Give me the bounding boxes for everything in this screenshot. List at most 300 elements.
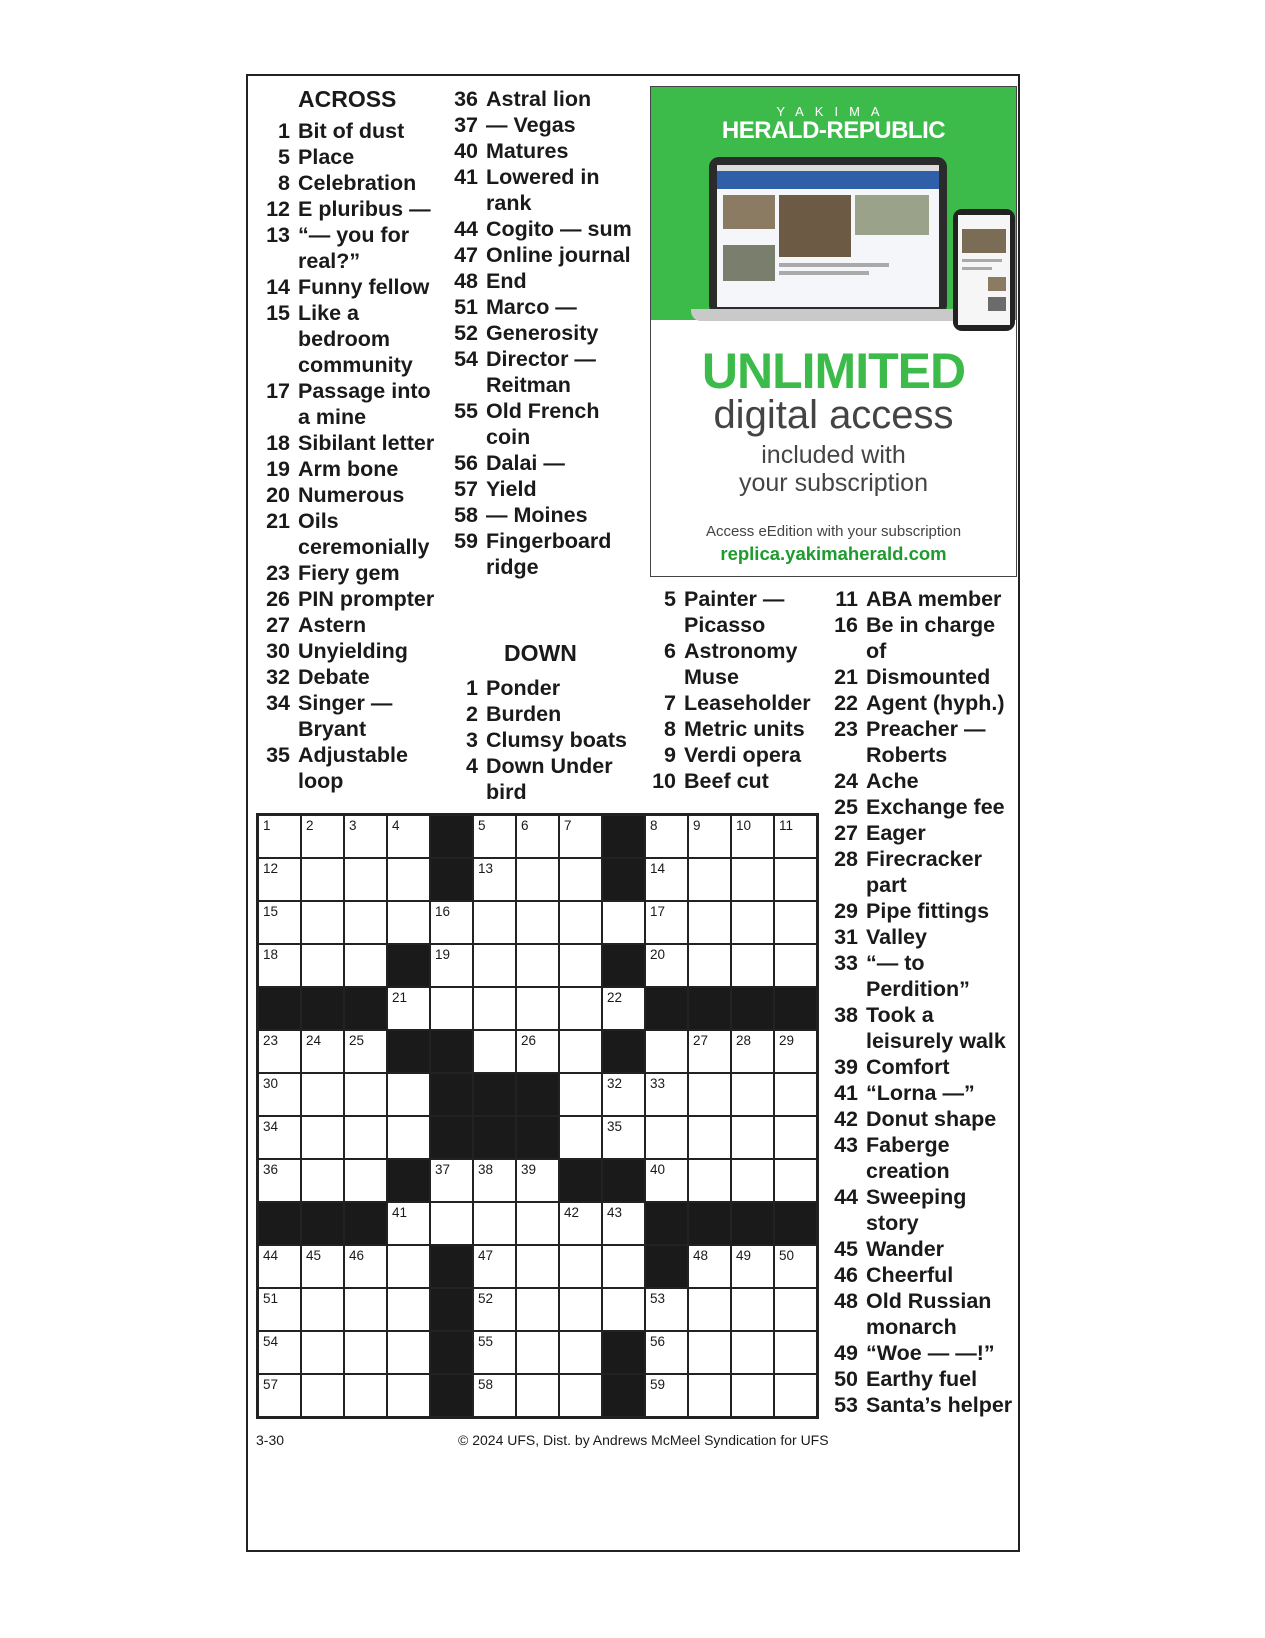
grid-cell[interactable]: [344, 858, 387, 901]
grid-cell[interactable]: [430, 987, 473, 1030]
grid-cell[interactable]: [516, 1202, 559, 1245]
grid-cell[interactable]: [688, 1159, 731, 1202]
copyright-notice: © 2024 UFS, Dist. by Andrews McMeel Syndication for UFS: [458, 1432, 829, 1448]
clue-item: [826, 1106, 1016, 1132]
grid-cell[interactable]: [344, 901, 387, 944]
grid-cell[interactable]: [473, 815, 516, 858]
clue-number: 2: [466, 702, 478, 726]
clue-item: [446, 450, 636, 476]
grid-cell[interactable]: [688, 1288, 731, 1331]
grid-cell[interactable]: [387, 1331, 430, 1374]
grid-cell[interactable]: [430, 1159, 473, 1202]
clue-item: [826, 612, 1016, 664]
grid-cell[interactable]: [559, 944, 602, 987]
grid-cell[interactable]: [731, 1030, 774, 1073]
grid-cell[interactable]: [559, 1331, 602, 1374]
grid-cell[interactable]: [559, 815, 602, 858]
across-clues-column-1: [258, 86, 444, 794]
clue-number: 11: [835, 587, 858, 611]
black-square: [516, 1073, 559, 1116]
grid-cell[interactable]: [344, 815, 387, 858]
black-square: [430, 1374, 473, 1417]
cell-number: 22: [607, 990, 623, 1005]
clue-item: [826, 1392, 1016, 1418]
clue-number: 5: [664, 587, 676, 611]
clue-item: [826, 898, 1016, 924]
ad-access-text: Access eEdition with your subscription: [705, 523, 962, 540]
clue-text: Exchange fee: [866, 795, 1005, 819]
laptop-image: [709, 157, 947, 315]
clue-text: Be in charge of: [866, 613, 996, 663]
grid-cell[interactable]: [645, 815, 688, 858]
clue-item: [446, 528, 636, 580]
grid-cell[interactable]: [731, 858, 774, 901]
grid-cell[interactable]: [473, 1331, 516, 1374]
cell-number: 34: [263, 1119, 279, 1134]
grid-cell[interactable]: [258, 1374, 301, 1417]
clue-number: 34: [266, 691, 290, 715]
grid-cell[interactable]: [731, 944, 774, 987]
clue-text: Adjustable loop: [298, 743, 408, 793]
black-square: [387, 1159, 430, 1202]
grid-cell[interactable]: [301, 1116, 344, 1159]
grid-cell[interactable]: [473, 987, 516, 1030]
clue-number: 48: [454, 269, 478, 293]
grid-cell[interactable]: [301, 901, 344, 944]
grid-cell[interactable]: [301, 944, 344, 987]
grid-cell[interactable]: [645, 1374, 688, 1417]
clue-number: 1: [466, 676, 478, 700]
grid-cell[interactable]: [258, 858, 301, 901]
grid-cell[interactable]: [645, 944, 688, 987]
cell-number: 57: [263, 1377, 279, 1392]
grid-cell[interactable]: [473, 1245, 516, 1288]
clue-item: [446, 753, 636, 805]
grid-cell[interactable]: [301, 858, 344, 901]
grid-cell[interactable]: [688, 815, 731, 858]
cell-number: 4: [392, 818, 400, 833]
grid-cell[interactable]: [258, 1245, 301, 1288]
grid-cell[interactable]: [344, 1374, 387, 1417]
grid-cell[interactable]: [774, 1030, 817, 1073]
clue-item: [446, 268, 636, 294]
grid-cell[interactable]: [344, 1288, 387, 1331]
grid-cell[interactable]: [559, 901, 602, 944]
clue-item: [446, 320, 636, 346]
clue-text: Faberge creation: [866, 1133, 950, 1183]
grid-cell[interactable]: [774, 858, 817, 901]
clue-number: 41: [834, 1081, 858, 1105]
grid-cell[interactable]: [774, 944, 817, 987]
grid-cell[interactable]: [731, 1073, 774, 1116]
clue-item: [258, 456, 444, 482]
grid-cell[interactable]: [731, 1288, 774, 1331]
clue-item: [258, 612, 444, 638]
clue-text: Fiery gem: [298, 561, 400, 585]
clue-text: — Moines: [486, 503, 588, 527]
grid-cell[interactable]: [688, 1245, 731, 1288]
clue-item: [446, 701, 636, 727]
clue-text: Director — Reitman: [486, 347, 596, 397]
clue-text: Astern: [298, 613, 367, 637]
grid-cell[interactable]: [473, 1288, 516, 1331]
clue-text: Passage into a mine: [298, 379, 431, 429]
grid-cell[interactable]: [602, 1202, 645, 1245]
grid-cell[interactable]: [688, 1374, 731, 1417]
clue-item: [826, 690, 1016, 716]
grid-cell[interactable]: [731, 1245, 774, 1288]
cell-number: 29: [779, 1033, 795, 1048]
grid-cell[interactable]: [731, 1159, 774, 1202]
grid-cell[interactable]: [258, 815, 301, 858]
clue-text: Sweeping story: [866, 1185, 967, 1235]
grid-cell[interactable]: [516, 1288, 559, 1331]
clue-text: Numerous: [298, 483, 405, 507]
clue-item: [826, 950, 1016, 1002]
grid-cell[interactable]: [516, 901, 559, 944]
black-square: [387, 944, 430, 987]
clue-number: 35: [266, 743, 290, 767]
grid-cell[interactable]: [559, 1202, 602, 1245]
clue-item: [826, 1054, 1016, 1080]
grid-cell[interactable]: [258, 1116, 301, 1159]
clue-item: [826, 586, 1016, 612]
black-square: [387, 1030, 430, 1073]
puzzle-date: 3-30: [256, 1432, 285, 1448]
grid-cell[interactable]: [602, 987, 645, 1030]
clue-number: 6: [664, 639, 676, 663]
grid-cell[interactable]: [731, 1374, 774, 1417]
clue-text: Place: [298, 145, 355, 169]
cell-number: 41: [392, 1205, 408, 1220]
grid-cell[interactable]: [430, 1202, 473, 1245]
grid-cell[interactable]: [602, 1073, 645, 1116]
grid-cell[interactable]: [344, 1245, 387, 1288]
grid-cell[interactable]: [387, 1245, 430, 1288]
grid-cell[interactable]: [301, 1288, 344, 1331]
grid-cell[interactable]: [301, 815, 344, 858]
clue-text: Leaseholder: [684, 691, 811, 715]
clue-number: 48: [834, 1289, 858, 1313]
clue-text: Down Under bird: [486, 754, 613, 804]
grid-cell[interactable]: [344, 1159, 387, 1202]
down-heading: DOWN: [504, 640, 577, 666]
grid-cell[interactable]: [688, 944, 731, 987]
clue-item: [258, 118, 444, 144]
grid-cell[interactable]: [602, 901, 645, 944]
grid-cell[interactable]: [559, 1030, 602, 1073]
grid-cell[interactable]: [559, 1288, 602, 1331]
grid-cell[interactable]: [301, 1331, 344, 1374]
grid-cell[interactable]: [344, 944, 387, 987]
grid-cell[interactable]: [473, 1159, 516, 1202]
grid-cell[interactable]: [473, 944, 516, 987]
grid-cell[interactable]: [559, 987, 602, 1030]
grid-cell[interactable]: [258, 1030, 301, 1073]
grid-cell[interactable]: [774, 815, 817, 858]
clue-number: 46: [834, 1263, 858, 1287]
grid-cell[interactable]: [516, 1374, 559, 1417]
grid-cell[interactable]: [387, 815, 430, 858]
laptop-base: [691, 309, 973, 321]
grid-cell[interactable]: [516, 1159, 559, 1202]
cell-number: 7: [564, 818, 572, 833]
grid-cell[interactable]: [645, 858, 688, 901]
cell-number: 21: [392, 990, 408, 1005]
clue-number: 3: [466, 728, 478, 752]
grid-cell[interactable]: [301, 1374, 344, 1417]
grid-cell[interactable]: [430, 901, 473, 944]
grid-cell[interactable]: [516, 1331, 559, 1374]
grid-cell[interactable]: [774, 901, 817, 944]
clue-number: 7: [664, 691, 676, 715]
clue-number: 19: [266, 457, 290, 481]
grid-cell[interactable]: [516, 1245, 559, 1288]
clue-number: 8: [664, 717, 676, 741]
clue-number: 44: [454, 217, 478, 241]
grid-cell[interactable]: [258, 1288, 301, 1331]
ad-digital-access: digital access: [713, 393, 954, 437]
grid-cell[interactable]: [344, 1030, 387, 1073]
grid-cell[interactable]: [731, 901, 774, 944]
clue-text: Bit of dust: [298, 119, 405, 143]
cell-number: 47: [478, 1248, 494, 1263]
grid-cell[interactable]: [688, 1073, 731, 1116]
grid-cell[interactable]: [344, 1073, 387, 1116]
grid-cell[interactable]: [688, 858, 731, 901]
clue-item: [826, 1340, 1016, 1366]
clue-number: 50: [834, 1367, 858, 1391]
grid-cell[interactable]: [774, 1159, 817, 1202]
grid-cell[interactable]: [258, 1331, 301, 1374]
grid-cell[interactable]: [645, 1288, 688, 1331]
clue-text: Yield: [486, 477, 537, 501]
clue-text: “Woe — —!”: [866, 1341, 995, 1365]
clue-number: 23: [266, 561, 290, 585]
clue-text: Old Russian monarch: [866, 1289, 992, 1339]
cell-number: 8: [650, 818, 658, 833]
grid-cell[interactable]: [602, 1288, 645, 1331]
black-square: [688, 1202, 731, 1245]
grid-cell[interactable]: [301, 1159, 344, 1202]
cell-number: 35: [607, 1119, 623, 1134]
grid-cell[interactable]: [473, 1030, 516, 1073]
grid-cell[interactable]: [258, 944, 301, 987]
clue-number: 1: [278, 119, 290, 143]
phone-image: [953, 209, 1015, 331]
grid-cell[interactable]: [387, 1116, 430, 1159]
grid-cell[interactable]: [387, 1073, 430, 1116]
clue-item: [446, 294, 636, 320]
grid-cell[interactable]: [473, 1202, 516, 1245]
black-square: [774, 987, 817, 1030]
cell-number: 56: [650, 1334, 666, 1349]
grid-cell[interactable]: [473, 901, 516, 944]
clue-number: 38: [834, 1003, 858, 1027]
grid-cell[interactable]: [516, 987, 559, 1030]
laptop-screen: [717, 165, 939, 307]
clue-text: Took a leisurely walk: [866, 1003, 1006, 1053]
grid-cell[interactable]: [645, 1116, 688, 1159]
black-square: [430, 1245, 473, 1288]
clue-text: Astronomy Muse: [684, 639, 798, 689]
cell-number: 9: [693, 818, 701, 833]
grid-cell[interactable]: [473, 1374, 516, 1417]
grid-cell[interactable]: [645, 1331, 688, 1374]
clue-item: [446, 86, 636, 112]
grid-cell[interactable]: [387, 1202, 430, 1245]
grid-cell[interactable]: [430, 944, 473, 987]
grid-cell[interactable]: [559, 1073, 602, 1116]
clue-number: 31: [834, 925, 858, 949]
grid-cell[interactable]: [774, 1116, 817, 1159]
grid-cell[interactable]: [301, 1073, 344, 1116]
clue-item: [446, 398, 636, 450]
grid-cell[interactable]: [516, 815, 559, 858]
clue-number: 12: [266, 197, 290, 221]
black-square: [344, 987, 387, 1030]
cell-number: 19: [435, 947, 451, 962]
grid-cell[interactable]: [731, 1116, 774, 1159]
clue-text: Firecracker part: [866, 847, 982, 897]
grid-cell[interactable]: [688, 1116, 731, 1159]
clue-item: [644, 638, 820, 690]
grid-cell[interactable]: [645, 901, 688, 944]
clue-number: 40: [454, 139, 478, 163]
cell-number: 55: [478, 1334, 494, 1349]
black-square: [301, 987, 344, 1030]
grid-cell[interactable]: [387, 987, 430, 1030]
clue-text: Matures: [486, 139, 569, 163]
clue-number: 55: [454, 399, 478, 423]
clue-number: 58: [454, 503, 478, 527]
ad-yakima-text: YAKIMA: [776, 104, 891, 119]
grid-cell[interactable]: [344, 1116, 387, 1159]
cell-number: 37: [435, 1162, 451, 1177]
clue-text: — Vegas: [486, 113, 576, 137]
black-square: [430, 1030, 473, 1073]
cell-number: 13: [478, 861, 494, 876]
grid-cell[interactable]: [559, 858, 602, 901]
grid-cell[interactable]: [774, 1245, 817, 1288]
grid-cell[interactable]: [301, 1245, 344, 1288]
clue-text: Singer — Bryant: [298, 691, 393, 741]
grid-cell[interactable]: [559, 1245, 602, 1288]
grid-cell[interactable]: [559, 1374, 602, 1417]
cell-number: 28: [736, 1033, 752, 1048]
cell-number: 12: [263, 861, 279, 876]
black-square: [731, 987, 774, 1030]
clue-item: [446, 476, 636, 502]
grid-cell[interactable]: [731, 815, 774, 858]
grid-cell[interactable]: [645, 1073, 688, 1116]
cell-number: 11: [779, 818, 794, 833]
cell-number: 17: [650, 904, 666, 919]
cell-number: 10: [736, 818, 752, 833]
across-clues-column-2: [446, 86, 636, 580]
clue-number: 51: [454, 295, 478, 319]
grid-cell[interactable]: [645, 1030, 688, 1073]
clue-item: [826, 1262, 1016, 1288]
grid-cell[interactable]: [387, 1288, 430, 1331]
grid-cell[interactable]: [473, 858, 516, 901]
clue-number: 37: [454, 113, 478, 137]
grid-cell[interactable]: [688, 1030, 731, 1073]
black-square: [430, 1073, 473, 1116]
black-square: [516, 1116, 559, 1159]
black-square: [430, 1331, 473, 1374]
grid-cell[interactable]: [258, 1073, 301, 1116]
grid-cell[interactable]: [688, 1331, 731, 1374]
clue-number: 39: [834, 1055, 858, 1079]
clue-text: Painter — Picasso: [684, 587, 785, 637]
grid-cell[interactable]: [559, 1116, 602, 1159]
clue-item: [826, 794, 1016, 820]
grid-cell[interactable]: [731, 1331, 774, 1374]
grid-cell[interactable]: [774, 1073, 817, 1116]
clue-number: 52: [454, 321, 478, 345]
clue-item: [826, 846, 1016, 898]
grid-cell[interactable]: [516, 1030, 559, 1073]
grid-cell[interactable]: [387, 1374, 430, 1417]
grid-cell[interactable]: [516, 944, 559, 987]
grid-cell[interactable]: [774, 1331, 817, 1374]
cell-number: 2: [306, 818, 314, 833]
clue-text: Eager: [866, 821, 926, 845]
clue-number: 43: [834, 1133, 858, 1157]
grid-cell[interactable]: [602, 1116, 645, 1159]
black-square: [645, 987, 688, 1030]
clue-text: Clumsy boats: [486, 728, 627, 752]
ad-included-line-1: included with: [761, 441, 906, 469]
cell-number: 6: [521, 818, 529, 833]
crossword-grid: [256, 813, 819, 1419]
cell-number: 30: [263, 1076, 279, 1091]
ad-url-link[interactable]: replica.yakimaherald.com: [720, 543, 947, 564]
clue-number: 27: [266, 613, 290, 637]
black-square: [688, 987, 731, 1030]
grid-cell[interactable]: [688, 901, 731, 944]
cell-number: 42: [564, 1205, 580, 1220]
clue-text: Beef cut: [684, 769, 769, 793]
clue-item: [446, 242, 636, 268]
grid-cell[interactable]: [344, 1331, 387, 1374]
grid-cell[interactable]: [387, 858, 430, 901]
clue-item: [258, 222, 444, 274]
clue-text: Ache: [866, 769, 919, 793]
grid-cell[interactable]: [258, 901, 301, 944]
grid-cell[interactable]: [602, 1245, 645, 1288]
grid-cell[interactable]: [774, 1374, 817, 1417]
clue-item: [826, 1002, 1016, 1054]
black-square: [258, 1202, 301, 1245]
grid-cell[interactable]: [387, 901, 430, 944]
cell-number: 27: [693, 1033, 709, 1048]
clue-text: Sibilant letter: [298, 431, 435, 455]
clue-item: [826, 820, 1016, 846]
subscription-ad[interactable]: [650, 86, 1017, 577]
grid-cell[interactable]: [516, 858, 559, 901]
clue-number: 54: [454, 347, 478, 371]
grid-cell[interactable]: [774, 1288, 817, 1331]
grid-cell[interactable]: [301, 1030, 344, 1073]
grid-cell[interactable]: [645, 1159, 688, 1202]
black-square: [473, 1116, 516, 1159]
down-clues-column-2: [644, 586, 820, 794]
clue-text: Online journal: [486, 243, 631, 267]
grid-cell[interactable]: [258, 1159, 301, 1202]
clue-item: [826, 716, 1016, 768]
